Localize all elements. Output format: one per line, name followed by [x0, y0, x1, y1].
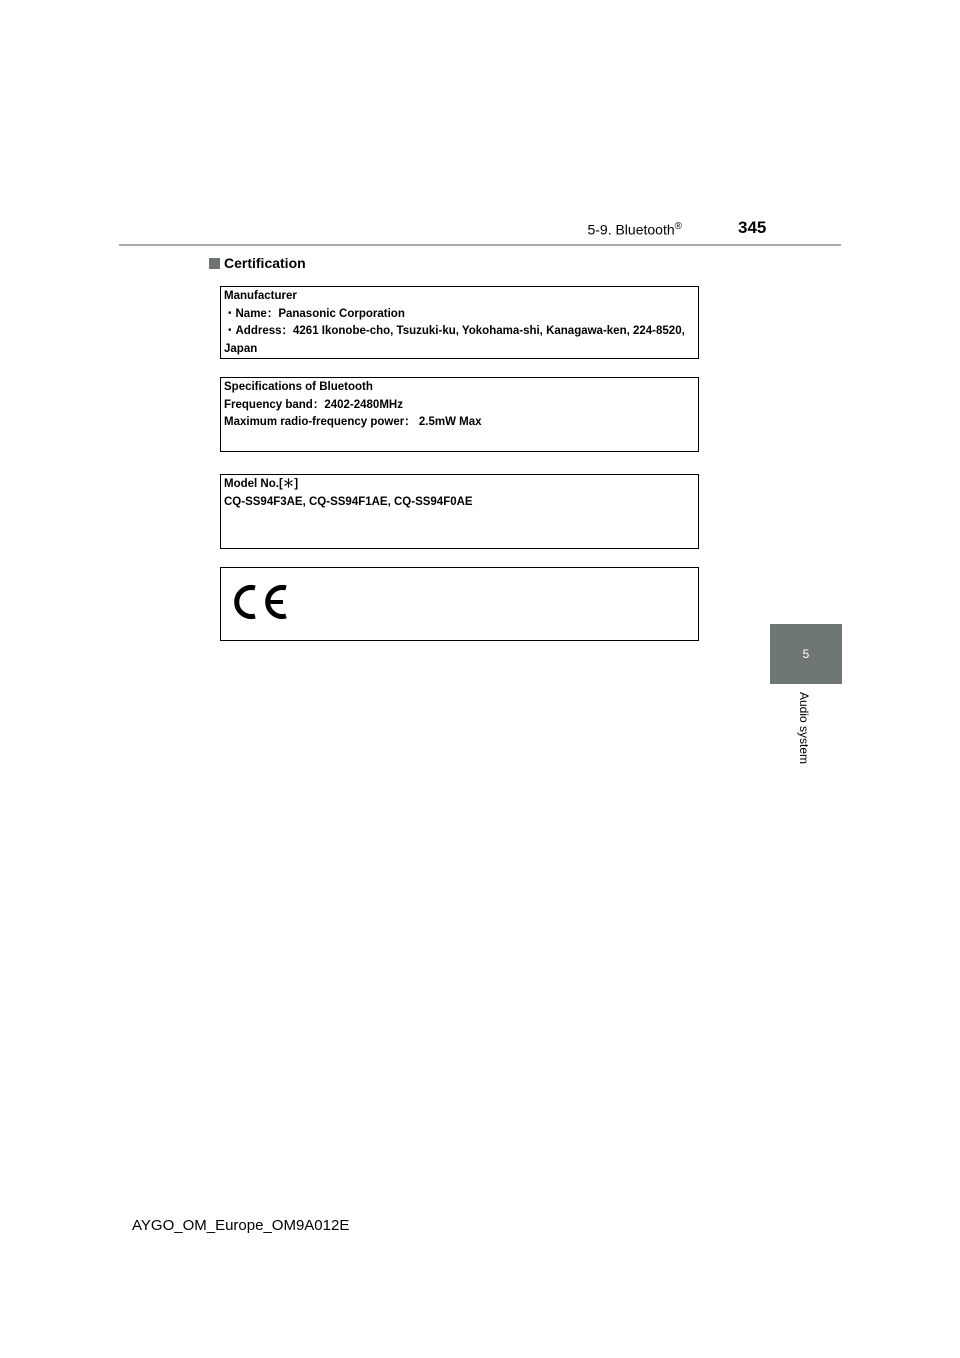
chapter-tab-number: 5 [802, 647, 810, 661]
section-title: Certification [224, 255, 306, 271]
chapter-tab [770, 624, 842, 684]
manufacturer-address: ・Address：4261 Ikonobe-cho, Tsuzuki-ku, Yokohama-shi, Kanagawa-ken, 224-8520, Japan [224, 325, 685, 355]
model-heading: Model No.[＊] [224, 478, 299, 490]
model-number-box [220, 474, 699, 549]
chapter-tab-label: Audio system [797, 692, 811, 765]
header-divider [119, 244, 841, 246]
manufacturer-box [220, 286, 699, 359]
model-list: CQ-SS94F3AE, CQ-SS94F1AE, CQ-SS94F0AE [224, 495, 473, 508]
square-bullet-icon [209, 258, 220, 269]
ce-mark-box [220, 567, 699, 641]
document-code: AYGO_OM_Europe_OM9A012E [132, 1217, 350, 1234]
page-number: 345 [738, 218, 767, 237]
ce-mark-icon [230, 582, 290, 622]
registered-mark: ® [674, 221, 682, 232]
chapter-title-text: 5-9. Bluetooth [587, 221, 675, 238]
manufacturer-heading: Manufacturer [224, 290, 297, 302]
chapter-title [560, 221, 682, 238]
section-heading [209, 255, 306, 271]
frequency-band: Frequency band：2402-2480MHz [224, 398, 403, 411]
manufacturer-name: ・Name：Panasonic Corporation [224, 307, 405, 320]
bluetooth-spec-box [220, 377, 699, 452]
spec-heading: Specifications of Bluetooth [224, 381, 373, 393]
max-power: Maximum radio-frequency power： 2.5mW Max [224, 416, 482, 428]
